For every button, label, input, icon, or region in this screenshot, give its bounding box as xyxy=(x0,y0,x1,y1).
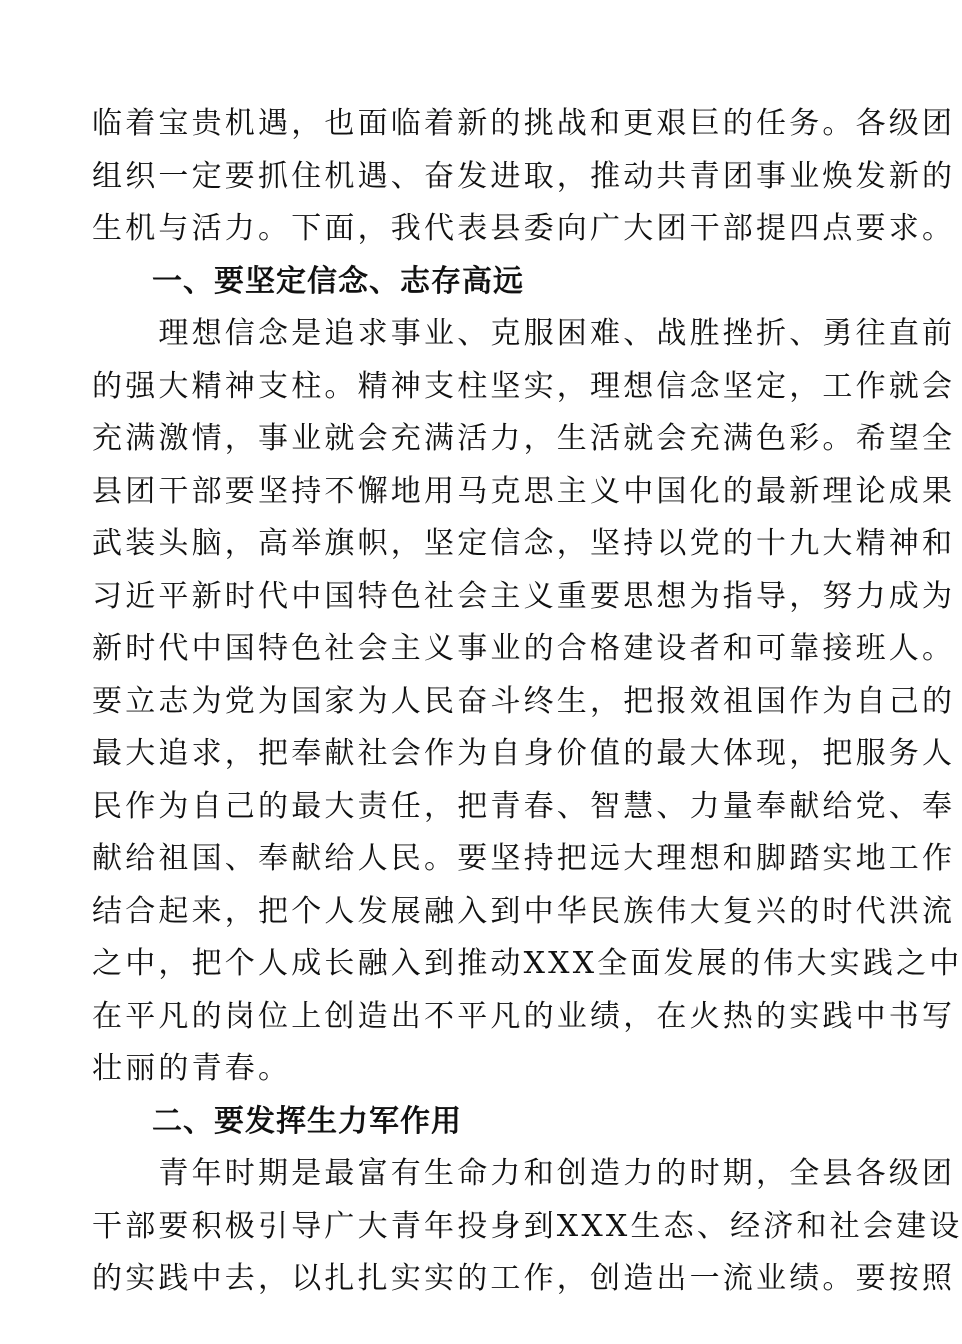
paragraph-line: 民作为自己的最大责任，把青春、智慧、力量奉献给党、奉 xyxy=(92,788,956,824)
paragraph-line: 县团干部要坚持不懈地用马克思主义中国化的最新理论成果 xyxy=(92,473,956,509)
paragraph-line: 干部要积极引导广大青年投身到XXX生态、经济和社会建设 xyxy=(92,1208,962,1244)
paragraph-line: 壮丽的青春。 xyxy=(92,1051,292,1086)
paragraph-line: 之中，把个人成长融入到推动XXX全面发展的伟大实践之中 xyxy=(92,946,962,981)
paragraph-line: 临着宝贵机遇，也面临着新的挑战和更艰巨的任务。各级团 xyxy=(92,106,956,141)
paragraph-line: 结合起来，把个人发展融入到中华民族伟大复兴的时代洪流 xyxy=(92,893,956,929)
paragraph-line: 献给祖国、奉献给人民。要坚持把远大理想和脚踏实地工作 xyxy=(92,841,956,876)
section-heading-2: 二、要发挥生力军作用 xyxy=(152,1103,462,1139)
paragraph-line: 青年时期是最富有生命力和创造力的时期，全县各级团 xyxy=(92,1156,956,1191)
paragraph-line: 最大追求，把奉献社会作为自身价值的最大体现，把服务人 xyxy=(92,736,956,771)
paragraph-line: 生机与活力。下面，我代表县委向广大团干部提四点要求。 xyxy=(92,211,956,246)
paragraph-line: 组织一定要抓住机遇、奋发进取，推动共青团事业焕发新的 xyxy=(92,158,956,194)
paragraph-line: 理想信念是追求事业、克服困难、战胜挫折、勇往直前 xyxy=(92,316,956,351)
paragraph-line: 要立志为党为国家为人民奋斗终生，把报效祖国作为自己的 xyxy=(92,683,956,719)
paragraph-line: 武装头脑，高举旗帜，坚定信念，坚持以党的十九大精神和 xyxy=(92,526,956,561)
paragraph-line: 的强大精神支柱。精神支柱坚实，理想信念坚定，工作就会 xyxy=(92,368,956,404)
paragraph-line: 充满激情，事业就会充满活力，生活就会充满色彩。希望全 xyxy=(92,421,956,456)
paragraph-line: 习近平新时代中国特色社会主义重要思想为指导，努力成为 xyxy=(92,578,956,614)
section-heading-1: 一、要坚定信念、志存高远 xyxy=(152,263,524,299)
paragraph-line: 在平凡的岗位上创造出不平凡的业绩，在火热的实践中书写 xyxy=(92,998,956,1034)
document-body xyxy=(92,98,962,1306)
paragraph-line: 新时代中国特色社会主义事业的合格建设者和可靠接班人。 xyxy=(92,631,956,666)
paragraph-line: 的实践中去，以扎扎实实的工作，创造出一流业绩。要按照 xyxy=(92,1261,956,1296)
